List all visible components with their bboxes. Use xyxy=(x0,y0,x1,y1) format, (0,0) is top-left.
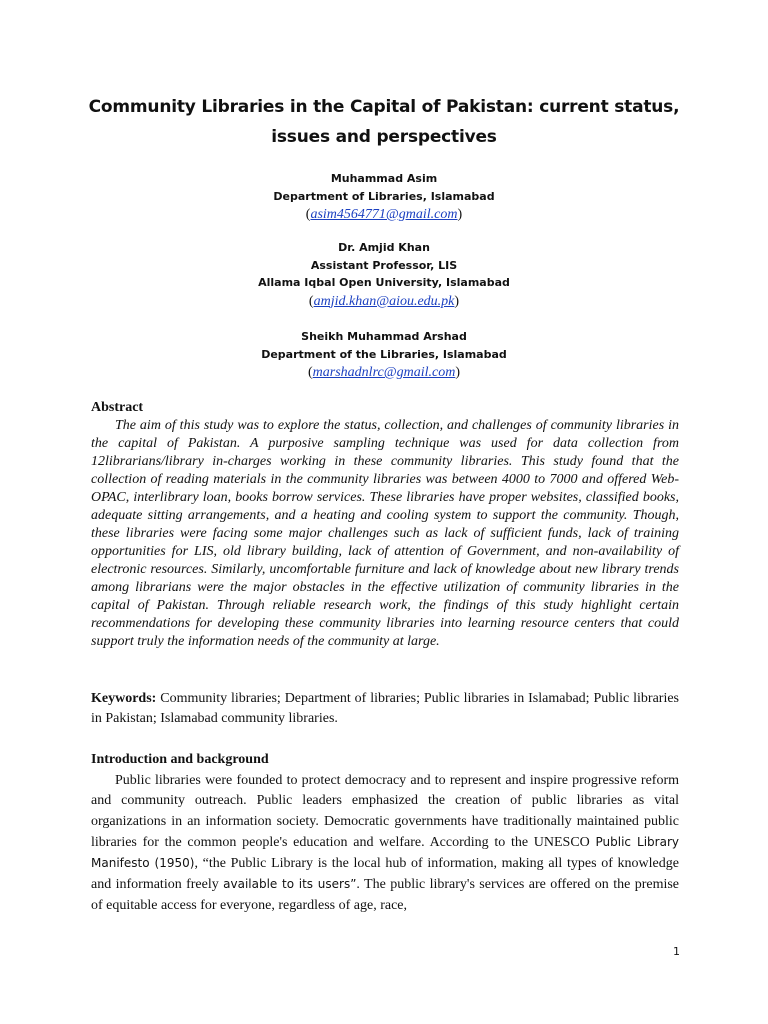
page-number: 1 xyxy=(673,945,680,958)
author-name: Muhammad Asim xyxy=(330,172,438,185)
title-line-2: issues and perspectives xyxy=(271,127,497,147)
author-email-link[interactable]: marshadnlrc@gmail.com xyxy=(312,365,456,380)
author-role: Assistant Professor, LIS xyxy=(310,258,458,272)
author-affiliation: Allama Iqbal Open University, Islamabad xyxy=(258,276,510,289)
author-block-3 xyxy=(120,328,648,382)
author-block-2 xyxy=(120,239,648,311)
intro-text-part-2: , “the Public Library is the local hub of information, making all types of knowledge and information freely xyxy=(91,856,679,893)
author-email-link[interactable]: amjid.khan@aiou.edu.pk xyxy=(313,293,455,309)
introduction-paragraph xyxy=(91,771,679,916)
intro-text-part-3: . The public library's services are offered on the premise of equitable access for everyone, regardless of age, race, xyxy=(91,877,680,913)
author-block-1 xyxy=(120,170,648,224)
author-affiliation: Department of Libraries, Islamabad xyxy=(273,189,495,203)
abstract-body: The aim of this study was to explore the status, collection, and challenges of community libraries in the capital of Pakistan. A purposive sampling technique was used for data collection from 12librarians/library in-charges working in these community libraries. This study found that the collection of reading materials in the community libraries was between 4000 to 7000 and offered Web-OPAC, interlibrary loan, books borrow services. These libraries have proper websites, classified books, adequate sitting arrangements, and a heating and cooling system to support the community. Though, these libraries were facing some major challenges such as lack of sufficient funds, lack of training opportunities for LIS, old library building, lack of attention of Government, and non-availability of electronic resources. Similarly, uncomfortable furniture and lack of knowledge about new library trends among librarians were the major obstacles in the effective utilization of community libraries in the capital of Pakistan. Through reliable research work, the findings of this study highlight certain recommendations for developing these community libraries into learning resource centers that could support truly the information needs of the community at large. xyxy=(91,418,679,649)
intro-quote-end: available to its users” xyxy=(223,877,357,892)
author-email-link[interactable]: asim4564771@gmail.com xyxy=(310,207,458,222)
abstract-heading: Abstract xyxy=(91,400,144,415)
author-email-line: (amjid.khan@aiou.edu.pk) xyxy=(308,293,460,309)
author-affiliation: Department of the Libraries, Islamabad xyxy=(261,347,507,361)
author-name: Dr. Amjid Khan xyxy=(338,241,430,254)
keywords-label: Keywords: xyxy=(91,691,157,706)
intro-text-part-1: Public libraries were founded to protect democracy and to represent and inspire progressive reform and community outreach. Public leaders emphasized the creation of public libraries as vital organizations in an information society. Democratic governments have traditionally maintained public libraries for the common people's education and welfare. According to the UNESCO xyxy=(91,773,679,850)
title-line-1: Community Libraries in the Capital of Pakistan: current status, xyxy=(88,97,680,117)
keywords-text: Community libraries; Department of libraries; Public libraries in Islamabad; Public libraries in Pakistan; Islamabad community libraries. xyxy=(91,691,679,726)
keywords-paragraph xyxy=(91,689,679,729)
author-email-line: (marshadnlrc@gmail.com) xyxy=(308,365,460,380)
section-heading-introduction: Introduction and background xyxy=(91,752,269,767)
author-email-line: (asim4564771@gmail.com) xyxy=(305,207,463,222)
intro-manifesto-reference: Public Library Manifesto (1950) xyxy=(91,834,679,871)
paper-title xyxy=(60,92,708,152)
author-name: Sheikh Muhammad Arshad xyxy=(301,330,467,343)
